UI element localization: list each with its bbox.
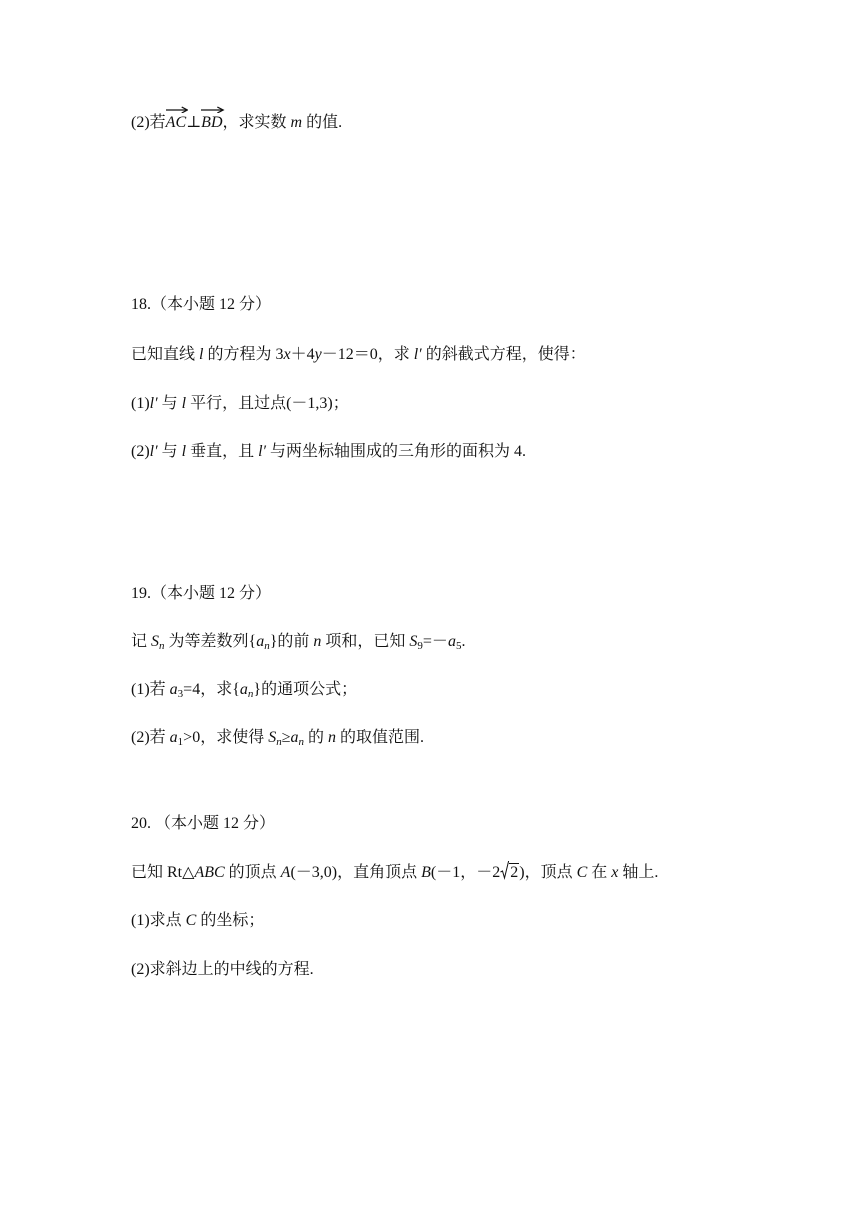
q19-part1: (1)若 $a_3=4$，求$\{a_n\}$的通项公式；: [131, 681, 358, 700]
q20-stem: 已知 Rt△ABC 的顶点 A(－3,0)，直角顶点 B(－1，－2 2)，顶点 C 在 x 轴上.: [131, 862, 658, 884]
radical-sign-icon: [500, 860, 509, 880]
vector-arrow-icon: [201, 105, 224, 113]
q20-part1: (1)求点 C 的坐标；: [131, 912, 265, 929]
q20-part2: (2)求斜边上的中线的方程.: [131, 961, 314, 978]
q18-part2: (2)l′ 与 l 垂直，且 l′ 与两坐标轴围成的三角形的面积为 4.: [131, 443, 527, 460]
q19-stem: 记 $S_n$ 为等差数列$\{a_n\}$的前 n 项和，已知 $S_9=-a_5$.: [131, 633, 466, 652]
vector-arrow-icon: [166, 105, 188, 113]
q18-part1: (1)l′ 与 l 平行，且过点(－1,3)；: [131, 395, 349, 412]
q18-header: 18.（本小题 12 分）: [131, 296, 272, 313]
sqrt-2: 2: [500, 862, 519, 884]
vector-bd: BD: [201, 112, 222, 134]
q19-part2: (2)若 $a_1>0$，求使得 $S_n\ge a_n$ 的 n 的取值范围.: [131, 729, 425, 748]
q19-header: 19.（本小题 12 分）: [131, 585, 272, 602]
q18-stem: 已知直线 l 的方程为 3x＋4y－12＝0，求 l′ 的斜截式方程，使得：: [131, 346, 586, 363]
vector-ac: AC: [166, 112, 186, 134]
q17-part2: (2)若 AC⊥ BD，求实数 m 的值.: [131, 112, 342, 134]
q20-header: 20. （本小题 12 分）: [131, 815, 276, 832]
